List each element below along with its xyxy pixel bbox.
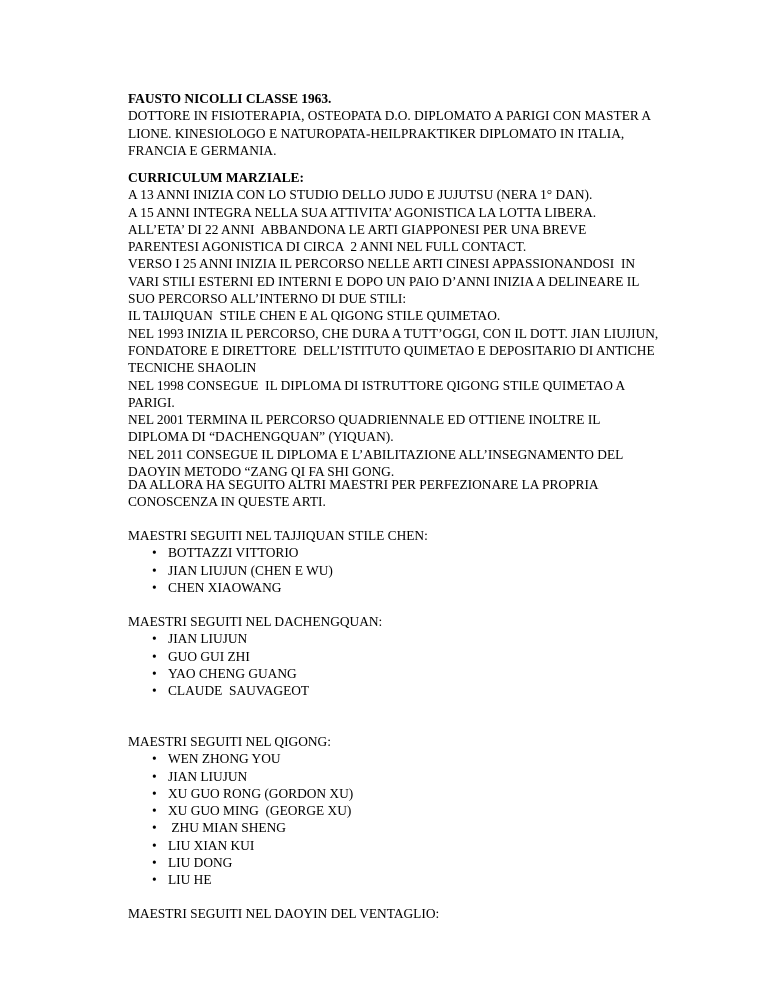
qigong-section xyxy=(128,733,728,889)
bullet-icon: • xyxy=(152,768,157,784)
bullet-icon: • xyxy=(152,872,157,888)
bullet-icon: • xyxy=(152,545,157,561)
list-item: • JIAN LIUJUN xyxy=(152,631,248,647)
qigong-list xyxy=(128,750,728,888)
list-item: • WEN ZHONG YOU xyxy=(152,751,281,767)
curriculum-line: VERSO I 25 ANNI INIZIA IL PERCORSO NELLE ARTI CINESI APPASSIONANDOSI IN xyxy=(128,256,636,272)
dachengquan-heading: MAESTRI SEGUITI NEL DACHENGQUAN: xyxy=(128,614,383,629)
daoyin-heading: MAESTRI SEGUITI NEL DAOYIN DEL VENTAGLIO: xyxy=(128,906,440,921)
curriculum-line: NEL 2001 TERMINA IL PERCORSO QUADRIENNALE ED OTTIENE INOLTRE IL xyxy=(128,412,601,428)
document-title: FAUSTO NICOLLI CLASSE 1963. xyxy=(128,91,332,106)
qigong-heading: MAESTRI SEGUITI NEL QIGONG: xyxy=(128,734,331,749)
bullet-icon: • xyxy=(152,683,157,699)
bullet-icon: • xyxy=(152,820,157,836)
header-section xyxy=(128,90,728,159)
list-item: • CLAUDE SAUVAGEOT xyxy=(152,683,310,699)
curriculum-line: TECNICHE SHAOLIN xyxy=(128,360,257,376)
curriculum-line: NEL 1993 INIZIA IL PERCORSO, CHE DURA A TUTT’OGGI, CON IL DOTT. JIAN LIUJIUN, xyxy=(128,325,659,341)
list-item: • LIU DONG xyxy=(152,855,233,871)
curriculum-line: NEL 2011 CONSEGUE IL DIPLOMA E L’ABILITAZIONE ALL’INSEGNAMENTO DEL xyxy=(128,446,624,462)
list-item: • XU GUO MING (GEORGE XU) xyxy=(152,803,352,819)
curriculum-line: NEL 1998 CONSEGUE IL DIPLOMA DI ISTRUTTORE QIGONG STILE QUIMETAO A xyxy=(128,377,626,393)
list-item: • BOTTAZZI VITTORIO xyxy=(152,545,299,561)
list-item: • GUO GUI ZHI xyxy=(152,648,250,664)
curriculum-line: DIPLOMA DI “DACHENGQUAN” (YIQUAN). xyxy=(128,429,394,445)
curriculum-section xyxy=(128,169,728,480)
taijiquan-heading: MAESTRI SEGUITI NEL TAJJIQUAN STILE CHEN: xyxy=(128,528,428,543)
bullet-icon: • xyxy=(152,579,157,595)
bullet-icon: • xyxy=(152,837,157,853)
curriculum-line: PARENTESI AGONISTICA DI CIRCA 2 ANNI NEL FULL CONTACT. xyxy=(128,239,527,255)
bullet-icon: • xyxy=(152,562,157,578)
curriculum-line: IL TAIJIQUAN STILE CHEN E AL QIGONG STILE QUIMETAO. xyxy=(128,308,501,324)
list-item: • LIU HE xyxy=(152,872,212,888)
curriculum-line: SUO PERCORSO ALL’INTERNO DI DUE STILI: xyxy=(128,291,407,307)
list-item: • JIAN LIUJUN (CHEN E WU) xyxy=(152,562,333,578)
list-item: • JIAN LIUJUN xyxy=(152,768,248,784)
taijiquan-section xyxy=(128,527,728,596)
bullet-icon: • xyxy=(152,631,157,647)
curriculum-line: PARIGI. xyxy=(128,394,175,410)
curriculum-line: FONDATORE E DIRETTORE DELL’ISTITUTO QUIMETAO E DEPOSITARIO DI ANTICHE xyxy=(128,342,655,358)
curriculum-line: A 13 ANNI INIZIA CON LO STUDIO DELLO JUDO E JUJUTSU (NERA 1° DAN). xyxy=(128,187,593,203)
curriculum-heading: CURRICULUM MARZIALE: xyxy=(128,170,304,185)
bullet-icon: • xyxy=(152,785,157,801)
dachengquan-list xyxy=(128,630,728,699)
since-line: DA ALLORA HA SEGUITO ALTRI MAESTRI PER PERFEZIONARE LA PROPRIA xyxy=(128,477,599,492)
curriculum-line: ALL’ETA’ DI 22 ANNI ABBANDONA LE ARTI GIAPPONESI PER UNA BREVE xyxy=(128,221,587,237)
intro-line: LIONE. KINESIOLOGO E NATUROPATA-HEILPRAKTIKER DIPLOMATO IN ITALIA, xyxy=(128,125,625,141)
list-item: • ZHU MIAN SHENG xyxy=(152,820,286,836)
curriculum-line: VARI STILI ESTERNI ED INTERNI E DOPO UN PAIO D’ANNI INIZIA A DELINEARE IL xyxy=(128,273,640,289)
list-item: • YAO CHENG GUANG xyxy=(152,665,297,681)
list-item: • XU GUO RONG (GORDON XU) xyxy=(152,785,354,801)
bullet-icon: • xyxy=(152,648,157,664)
curriculum-line: DAOYIN METODO “ZANG QI FA SHI GONG. xyxy=(128,464,395,480)
since-section xyxy=(128,476,728,511)
since-line: CONOSCENZA IN QUESTE ARTI. xyxy=(128,494,326,510)
list-item: • CHEN XIAOWANG xyxy=(152,579,282,595)
daoyin-section xyxy=(128,905,728,922)
bullet-icon: • xyxy=(152,665,157,681)
bullet-icon: • xyxy=(152,803,157,819)
intro-line: FRANCIA E GERMANIA. xyxy=(128,142,277,158)
intro-line: DOTTORE IN FISIOTERAPIA, OSTEOPATA D.O. DIPLOMATO A PARIGI CON MASTER A xyxy=(128,108,652,124)
bullet-icon: • xyxy=(152,855,157,871)
bullet-icon: • xyxy=(152,751,157,767)
dachengquan-section xyxy=(128,613,728,699)
list-item: • LIU XIAN KUI xyxy=(152,837,255,853)
taijiquan-list xyxy=(128,544,728,596)
curriculum-line: A 15 ANNI INTEGRA NELLA SUA ATTIVITA’ AGONISTICA LA LOTTA LIBERA. xyxy=(128,204,597,220)
